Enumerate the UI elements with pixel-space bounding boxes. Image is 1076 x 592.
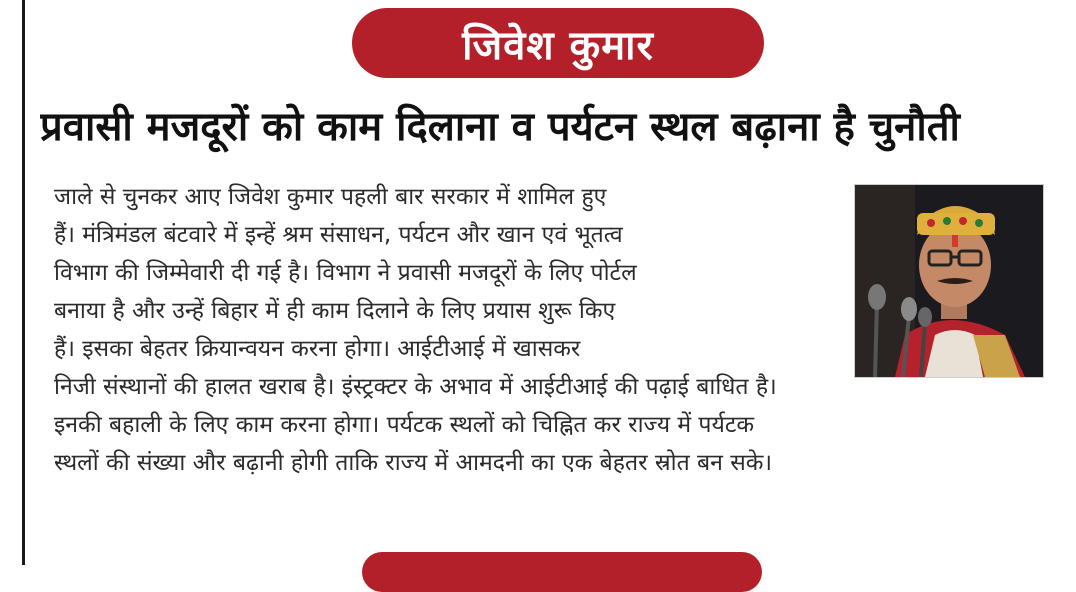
body-line-1: जाले से चुनकर आए जिवेश कुमार पहली बार सरकार में शामिल हुए: [54, 184, 607, 210]
body-line-3: विभाग की जिम्मेवारी दी गई है। विभाग ने प्रवासी मजदूरों के लिए पोर्टल: [54, 260, 637, 286]
body-line-6: निजी संस्थानों की हालत खराब है। इंस्ट्रक्टर के अभाव में आईटीआई की पढ़ाई बाधित है।: [54, 374, 777, 400]
column-divider: [22, 0, 25, 565]
name-banner-text: जिवेश कुमार: [462, 22, 654, 69]
body-line-2: हैं। मंत्रिमंडल बंटवारे में इन्हें श्रम संसाधन, पर्यटन और खान एवं भूतत्व: [54, 222, 623, 248]
headline: प्रवासी मजदूरों को काम दिलाना व पर्यटन स्थल बढ़ाना है चुनौती: [40, 104, 960, 150]
portrait-photo: [854, 184, 1044, 378]
next-section-banner: [362, 552, 762, 592]
body-line-8: स्थलों की संख्या और बढ़ानी होगी ताकि राज्य में आमदनी का एक बेहतर स्रोत बन सके।: [54, 450, 773, 476]
body-line-5: हैं। इसका बेहतर क्रियान्वयन करना होगा। आईटीआई में खासकर: [54, 336, 581, 362]
name-banner: [352, 8, 764, 78]
body-line-7: इनकी बहाली के लिए काम करना होगा। पर्यटक स्थलों को चिह्नित कर राज्य में पर्यटक: [54, 412, 755, 438]
body-line-4: बनाया है और उन्हें बिहार में ही काम दिलाने के लिए प्रयास शुरू किए: [54, 298, 616, 324]
